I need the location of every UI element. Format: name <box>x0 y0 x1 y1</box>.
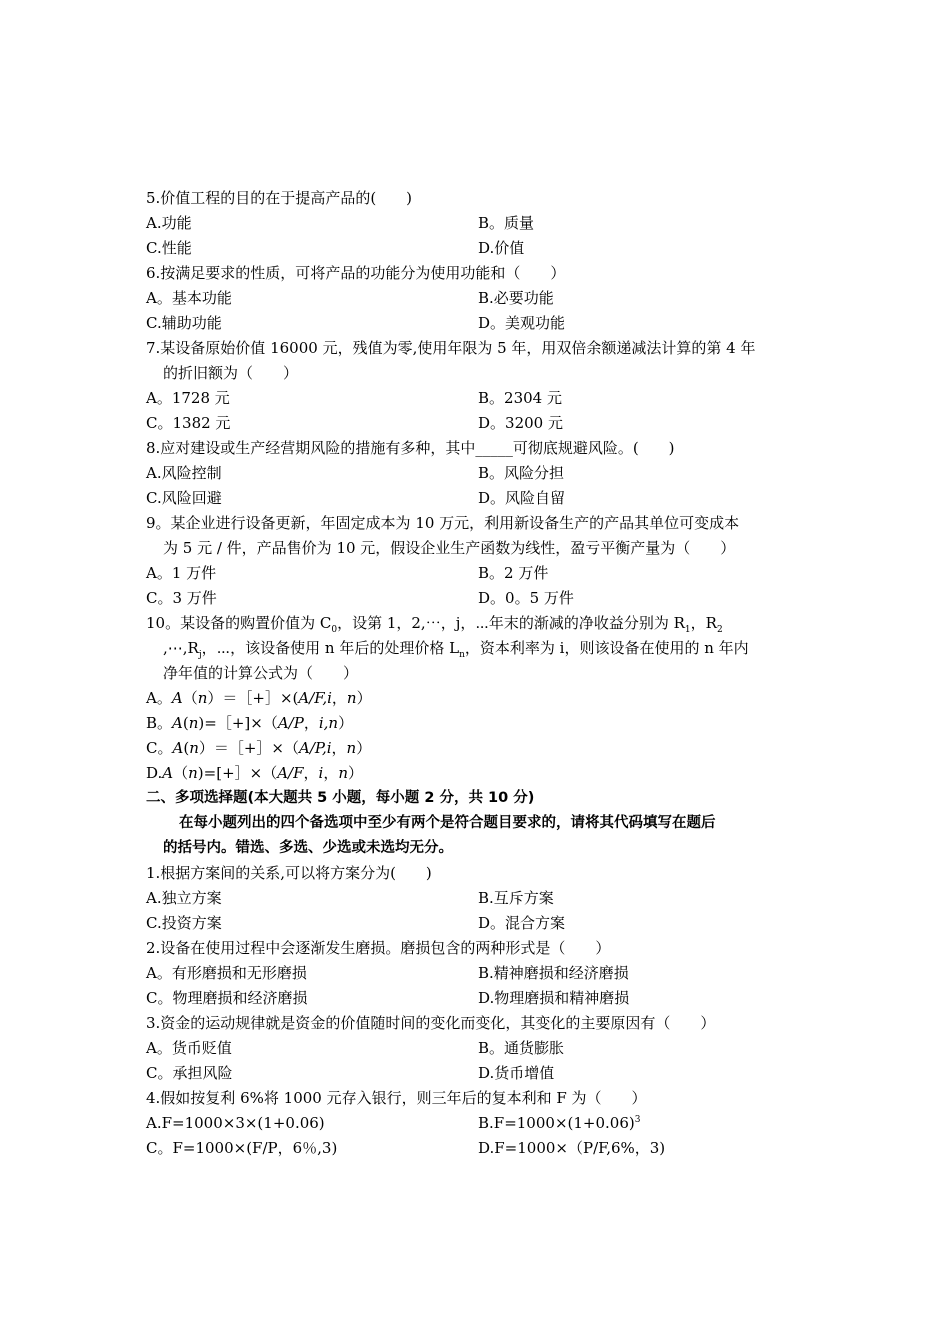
q8-stem: 8.应对建设或生产经营期风险的措施有多种，其中_____可彻底规避风险。( ) <box>146 439 675 457</box>
option-d: D。混合方案 <box>478 914 566 932</box>
option-c: C.辅助功能 <box>146 314 222 332</box>
option-b: B.互斥方案 <box>478 889 554 907</box>
q10-option-c: C。A(n）＝［+］×（A/P,i，n） <box>146 739 372 757</box>
option-c: C。F=1000×(F/P，6％,3) <box>146 1139 338 1157</box>
option-c: C.风险回避 <box>146 489 222 507</box>
option-d: D。美观功能 <box>478 314 566 332</box>
option-c: C。1382 元 <box>146 414 231 432</box>
q6-stem: 6.按满足要求的性质，可将产品的功能分为使用功能和（ ） <box>146 264 566 282</box>
q5-stem: 5.价值工程的目的在于提高产品的( ) <box>146 189 413 207</box>
m3-options <box>146 1036 811 1061</box>
option-a: A.功能 <box>146 214 192 232</box>
q10-option-b: B。A(n)=［+]×（A/P，i,n） <box>146 714 354 732</box>
option-d: D.货币增值 <box>478 1064 555 1082</box>
m3-options <box>146 1061 811 1086</box>
q9-options <box>146 561 811 586</box>
option-a: A。货币贬值 <box>146 1039 232 1057</box>
q6-options <box>146 311 811 336</box>
q10-option-d: D.A（n)=[+］×（A/F，i，n） <box>146 764 364 782</box>
option-a: A。1 万件 <box>146 564 217 582</box>
m2-stem: 2.设备在使用过程中会逐渐发生磨损。磨损包含的两种形式是（ ） <box>146 939 611 957</box>
option-d: D。0。5 万件 <box>478 589 574 607</box>
option-b: B.必要功能 <box>478 289 554 307</box>
m2-options <box>146 986 811 1011</box>
option-a: A.F=1000×3×(1+0.06) <box>146 1114 325 1132</box>
option-b: B。通货膨胀 <box>478 1039 565 1057</box>
m4-stem: 4.假如按复利 6%将 1000 元存入银行，则三年后的复本利和 F 为（ ） <box>146 1089 647 1107</box>
option-c: C.投资方案 <box>146 914 222 932</box>
option-d: D。风险自留 <box>478 489 566 507</box>
q10-stem: 10。某设备的购置价值为 $C_0$，设第 1，2,⋯，j，⋯年末的渐减的净收益分别为 $R_1$，$R_2$ <box>146 614 723 635</box>
q10-stem-cont: $,\cdots,R_j$，⋯，该设备使用 n 年后的处理价格 $L_n$，资本利率为 i，则该设备在使用的 n 年内 <box>163 639 749 660</box>
option-c: C.性能 <box>146 239 192 257</box>
q7-options <box>146 386 811 411</box>
option-a: A。有形磨损和无形磨损 <box>146 964 307 982</box>
option-c: C。承担风险 <box>146 1064 233 1082</box>
q6-options <box>146 286 811 311</box>
option-b: B。风险分担 <box>478 464 565 482</box>
q8-options <box>146 486 811 511</box>
option-a: A。1728 元 <box>146 389 230 407</box>
option-b: B。2 万件 <box>478 564 549 582</box>
section-heading: 二、多项选择题(本大题共 5 小题，每小题 2 分，共 10 分) <box>146 790 535 806</box>
option-a: A。基本功能 <box>146 289 232 307</box>
m4-options <box>146 1136 811 1161</box>
option-b: $B.F=1000\times(1+0.06)^3$ <box>478 1114 641 1132</box>
q10-option-a: A。A（n）＝［+］×(A/F,i，n） <box>146 689 372 707</box>
option-d: D。3200 元 <box>478 414 563 432</box>
option-d: D.价值 <box>478 239 525 257</box>
option-b: B。质量 <box>478 214 535 232</box>
q10-stem-cont: 净年值的计算公式为（ ） <box>163 664 359 682</box>
q9-stem: 9。某企业进行设备更新，年固定成本为 10 万元，利用新设备生产的产品其单位可变成本 <box>146 514 740 532</box>
q7-options <box>146 411 811 436</box>
q5-options <box>146 211 811 236</box>
m1-stem: 1.根据方案间的关系,可以将方案分为( ) <box>146 864 432 882</box>
q9-options <box>146 586 811 611</box>
m1-options <box>146 886 811 911</box>
option-b: B.精神磨损和经济磨损 <box>478 964 629 982</box>
option-a: A.风险控制 <box>146 464 222 482</box>
m1-options <box>146 911 811 936</box>
q7-stem: 7.某设备原始价值 16000 元，残值为零,使用年限为 5 年，用双倍余额递减法计算的第 4 年 <box>146 339 756 357</box>
section-instructions: 在每小题列出的四个备选项中至少有两个是符合题目要求的，请将其代码填写在题后 <box>179 815 716 831</box>
q9-stem-cont: 为 5 元 / 件，产品售价为 10 元，假设企业生产函数为线性，盈亏平衡产量为（ ） <box>163 539 736 557</box>
m2-options <box>146 961 811 986</box>
q5-options <box>146 236 811 261</box>
option-d: D.物理磨损和精神磨损 <box>478 989 630 1007</box>
option-b: B。2304 元 <box>478 389 562 407</box>
q8-options <box>146 461 811 486</box>
option-c: C。物理磨损和经济磨损 <box>146 989 308 1007</box>
option-c: C。3 万件 <box>146 589 217 607</box>
q7-stem-cont: 的折旧额为（ ） <box>163 364 299 382</box>
m4-options <box>146 1111 811 1136</box>
section-instructions-cont: 的括号内。错选、多选、少选或未选均无分。 <box>163 840 453 856</box>
exam-page <box>146 186 811 1161</box>
option-a: A.独立方案 <box>146 889 222 907</box>
m3-stem: 3.资金的运动规律就是资金的价值随时间的变化而变化，其变化的主要原因有（ ） <box>146 1014 716 1032</box>
option-d: D.F=1000×（P/F,6%，3) <box>478 1139 666 1157</box>
